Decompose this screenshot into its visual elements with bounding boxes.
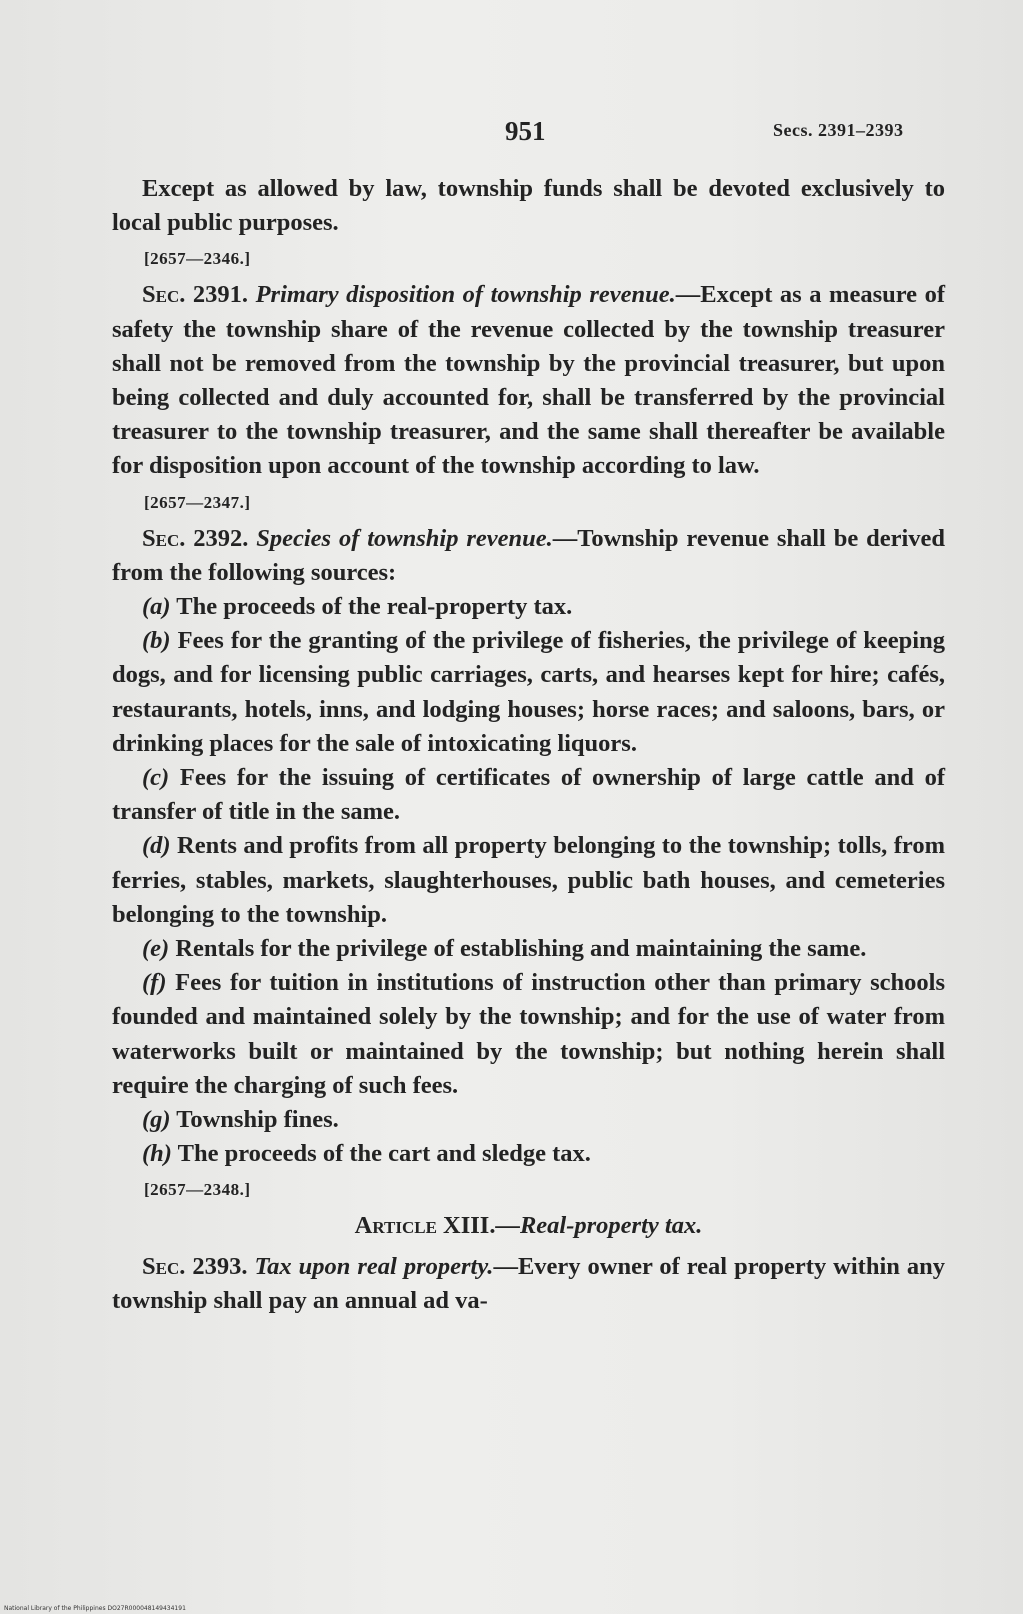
- section-label: Sec. 2391.: [142, 281, 249, 309]
- section-range: Secs. 2391–2393: [773, 120, 904, 140]
- clause-g: [112, 1103, 945, 1137]
- article-title: —Real-property tax.: [495, 1212, 703, 1240]
- clause-label: (f): [142, 969, 167, 997]
- citation: [2657—2347.]: [144, 492, 251, 512]
- intro-paragraph: Except as allowed by law, township funds shall be devoted exclusively to local public purposes.: [112, 175, 945, 237]
- clause-label: (c): [142, 764, 170, 792]
- scan-credit: National Library of the Philippines DO27R000048149434191: [4, 1605, 186, 1612]
- clause-label: (a): [142, 593, 171, 621]
- section-title: Tax upon real property.: [254, 1252, 494, 1280]
- section-2393: [112, 1250, 945, 1318]
- clause-label: (d): [142, 832, 171, 860]
- clause-a: [112, 590, 945, 624]
- clause-text: The proceeds of the cart and sledge tax.: [171, 1140, 591, 1168]
- section-2391: [112, 278, 945, 483]
- clause-text: Fees for tuition in institutions of instruction other than primary schools founded and maintained solely by the township; and for the use of water from waterworks built or maintained by the township; but nothing herein shall require the charging of such fees.: [112, 969, 945, 1099]
- article-heading: [112, 1209, 945, 1243]
- section-text: —Every owner of real property within any township shall pay an annual ad va-: [112, 1252, 945, 1314]
- clause-text: The proceeds of the real-property tax.: [170, 593, 573, 621]
- clause-label: (g): [142, 1106, 171, 1134]
- section-title: Species of township revenue.: [256, 524, 553, 552]
- clause-d: [112, 829, 945, 932]
- section-title: Primary disposition of township revenue.: [255, 281, 676, 309]
- clause-text: Township fines.: [170, 1106, 339, 1134]
- section-label: Sec. 2392.: [142, 524, 249, 552]
- page-header: [0, 112, 1023, 152]
- clause-text: Fees for the granting of the privilege of fisheries, the privilege of keeping dogs, and for licensing public carriages, carts, and hearses kept for hire; cafés, restaurants, hotels, inns, and lodging houses; horse races; and saloons, bars, or drinking places for the sale of intoxicating liquors.: [112, 627, 945, 757]
- clause-text: Fees for the issuing of certificates of ownership of large cattle and of transfer of title in the same.: [112, 764, 945, 826]
- clause-h: [112, 1137, 945, 1171]
- article-label: Article XIII.: [354, 1212, 496, 1240]
- clause-label: (h): [142, 1140, 172, 1168]
- clause-text: Rentals for the privilege of establishing and maintaining the same.: [169, 935, 867, 963]
- clause-label: (b): [142, 627, 171, 655]
- clause-b: [112, 624, 945, 761]
- section-2392: [112, 522, 945, 590]
- page-number: 951: [505, 116, 546, 146]
- section-text: —Except as a measure of safety the township share of the revenue collected by the township treasurer shall not be removed from the township by the provincial treasurer, but upon being collected and duly accounted for, shall be transferred by the provincial treasurer to the township treasurer, and the same shall thereafter be available for disposition upon account of the township according to law.: [112, 281, 945, 480]
- citation: [2657—2348.]: [144, 1180, 251, 1200]
- body-text: [112, 172, 945, 1318]
- clause-c: [112, 761, 945, 829]
- clause-f: [112, 966, 945, 1103]
- section-label: Sec. 2393.: [142, 1252, 248, 1280]
- clause-label: (e): [142, 935, 170, 963]
- section-text: —Township revenue shall be derived from the following sources:: [112, 524, 946, 586]
- clause-text: Rents and profits from all property belonging to the township; tolls, from ferries, stables, markets, slaughterhouses, public bath houses, and cemeteries belonging to the township.: [112, 832, 945, 928]
- citation: [2657—2346.]: [144, 249, 251, 269]
- clause-e: [112, 932, 945, 966]
